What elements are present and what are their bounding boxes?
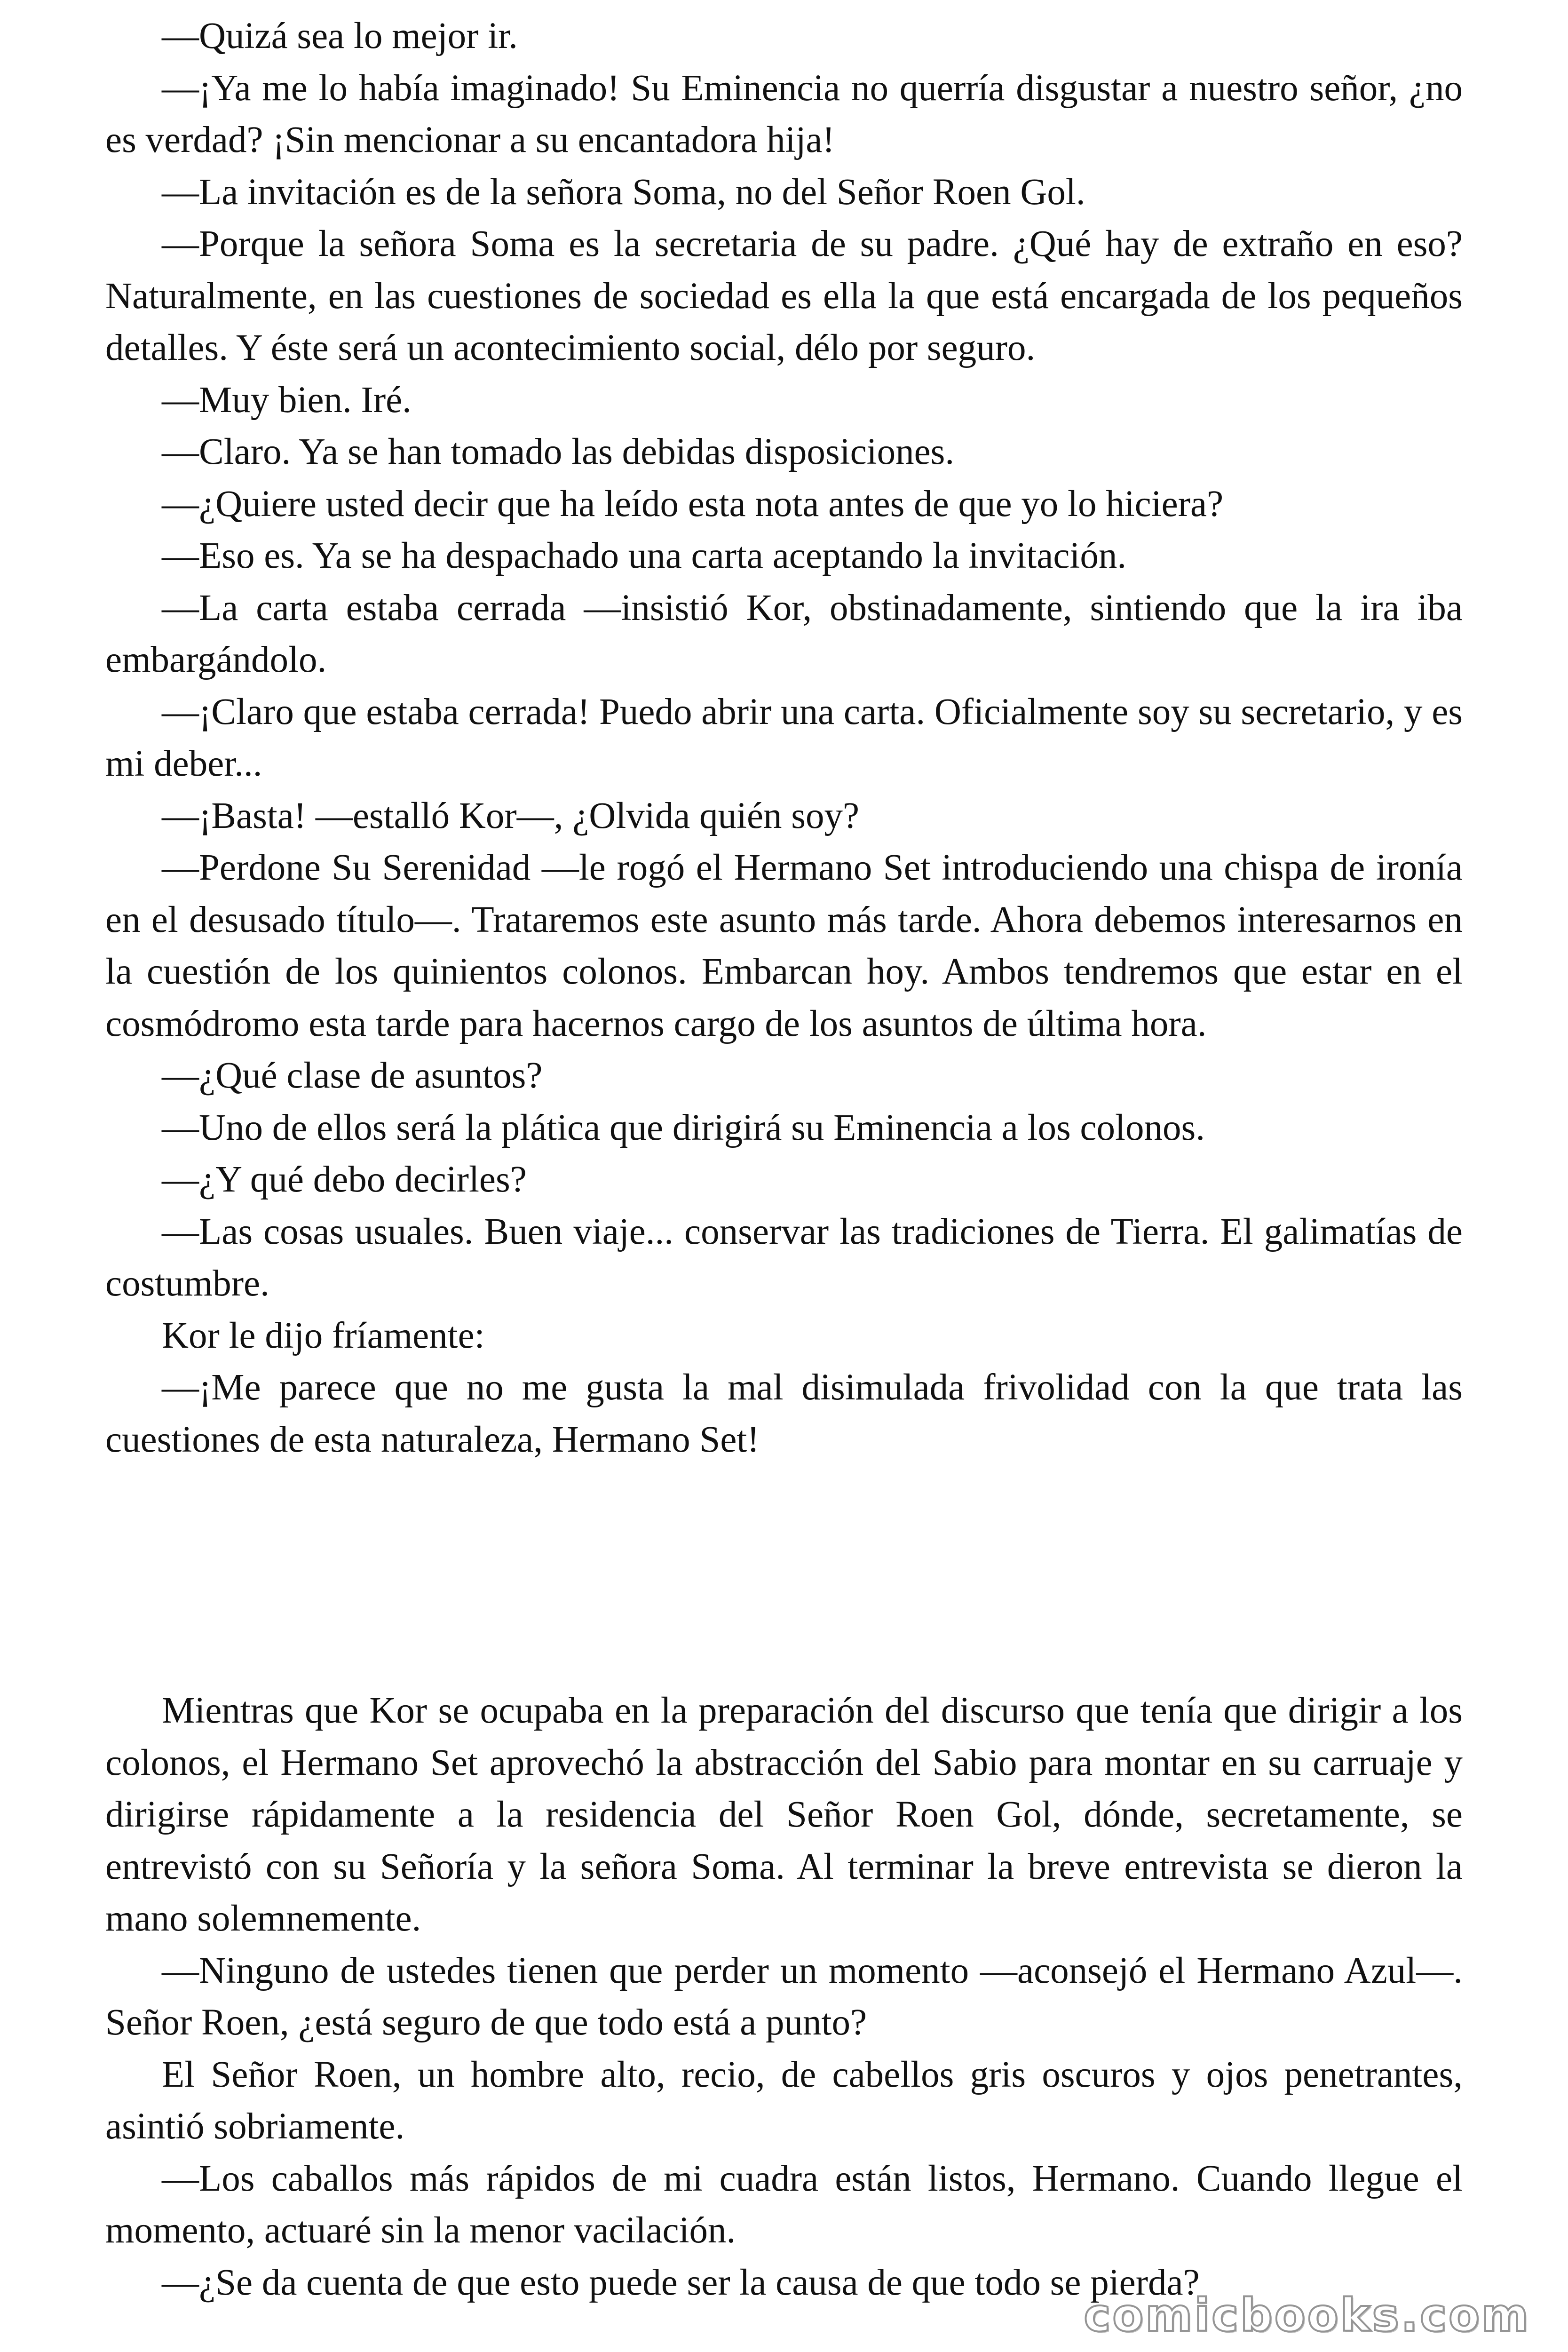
paragraph: —¡Ya me lo había imaginado! Su Eminencia no querría disgustar a nuestro señor, ¿no es verdad? ¡Sin mencionar a su encantadora hija! <box>105 67 1463 160</box>
paragraph: Kor le dijo fríamente: <box>162 1315 485 1356</box>
paragraph: —Quizá sea lo mejor ir. <box>162 16 518 56</box>
paragraph: —¡Me parece que no me gusta la mal disimulada frivolidad con la que trata las cuestiones de esta naturaleza, Hermano Set! <box>105 1367 1463 1460</box>
paragraph: Mientras que Kor se ocupaba en la preparación del discurso que tenía que dirigir a los colonos, el Hermano Set aprovechó la abstracción del Sabio para montar en su carruaje y dirigirse rápidamente a la residencia del Señor Roen Gol, dónde, secretamente, se entrevistó con su Señoría y la señora Soma. Al terminar la breve entrevista se dieron la mano solemnemente. <box>105 1690 1463 1939</box>
text-section-2 <box>105 1685 1463 2309</box>
paragraph: —¿Quiere usted decir que ha leído esta nota antes de que yo lo hiciera? <box>162 483 1224 524</box>
paragraph: —¡Basta! —estalló Kor—, ¿Olvida quién soy? <box>162 795 860 836</box>
paragraph: —La invitación es de la señora Soma, no del Señor Roen Gol. <box>162 171 1085 213</box>
watermark: comicbooks.com <box>1084 2289 1530 2342</box>
paragraph: —¿Y qué debo decirles? <box>162 1159 527 1200</box>
paragraph: —Uno de ellos será la plática que dirigirá su Eminencia a los colonos. <box>162 1107 1205 1148</box>
paragraph: —¿Se da cuenta de que esto puede ser la causa de que todo se pierda? <box>162 2262 1200 2303</box>
text-section-1 <box>105 10 1463 1466</box>
paragraph: —Perdone Su Serenidad —le rogó el Hermano Set introduciendo una chispa de ironía en el desusado título—. Trataremos este asunto más tarde. Ahora debemos interesarnos en la cuestión de los quinientos colonos. Embarcan hoy. Ambos tendremos que estar en el cosmódromo esta tarde para hacernos cargo de los asuntos de última hora. <box>105 847 1463 1044</box>
paragraph: —La carta estaba cerrada —insistió Kor, obstinadamente, sintiendo que la ira iba embargándolo. <box>105 587 1463 680</box>
paragraph: —Eso es. Ya se ha despachado una carta aceptando la invitación. <box>162 535 1127 576</box>
paragraph: —Las cosas usuales. Buen viaje... conservar las tradiciones de Tierra. El galimatías de costumbre. <box>105 1211 1463 1304</box>
paragraph: —Porque la señora Soma es la secretaria de su padre. ¿Qué hay de extraño en eso? Naturalmente, en las cuestiones de sociedad es ella la que está encargada de los pequeños detalles. Y éste será un acontecimiento social, délo por seguro. <box>105 223 1463 368</box>
paragraph: —¡Claro que estaba cerrada! Puedo abrir una carta. Oficialmente soy su secretario, y es mi deber... <box>105 691 1463 784</box>
paragraph: —Ninguno de ustedes tienen que perder un momento —aconsejó el Hermano Azul—. Señor Roen, ¿está seguro de que todo está a punto? <box>105 1950 1463 2043</box>
paragraph: —¿Qué clase de asuntos? <box>162 1055 543 1096</box>
paragraph: —Los caballos más rápidos de mi cuadra están listos, Hermano. Cuando llegue el momento, actuaré sin la menor vacilación. <box>105 2158 1463 2251</box>
paragraph: —Muy bien. Iré. <box>162 379 412 421</box>
paragraph: El Señor Roen, un hombre alto, recio, de cabellos gris oscuros y ojos penetrantes, asintió sobriamente. <box>105 2054 1463 2147</box>
paragraph: —Claro. Ya se han tomado las debidas disposiciones. <box>162 431 955 472</box>
